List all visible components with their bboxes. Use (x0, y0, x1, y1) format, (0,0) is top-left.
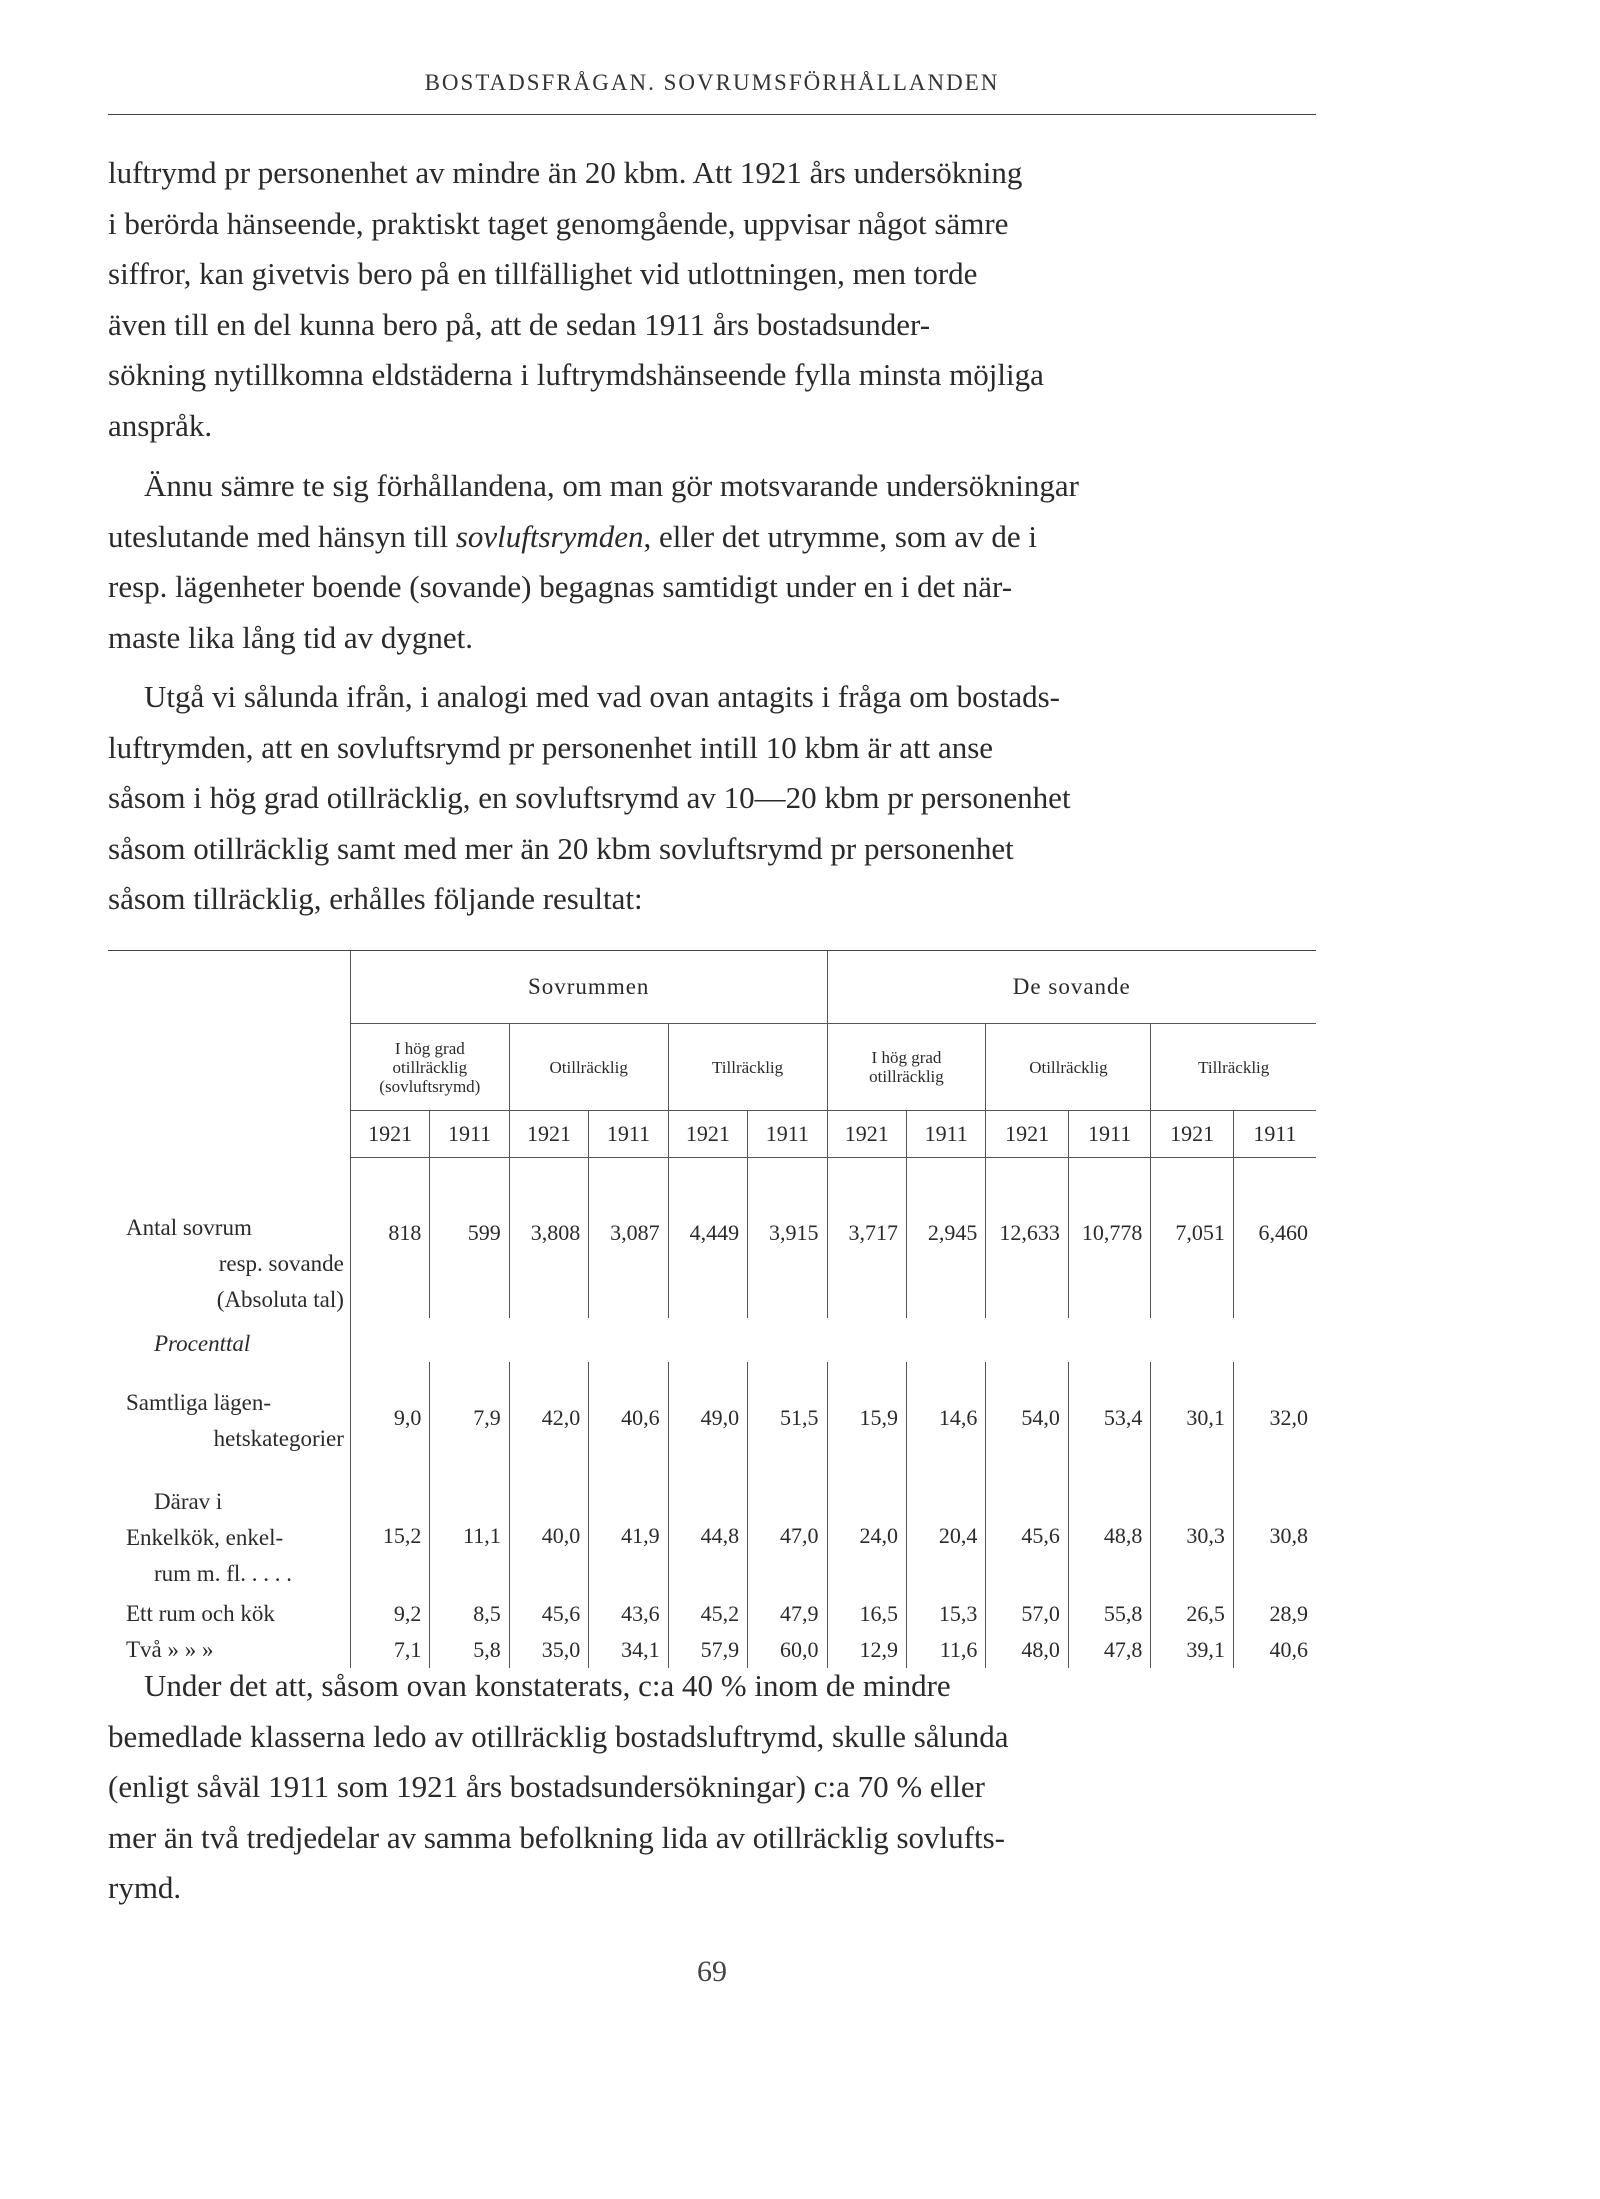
table-cell: 40,6 (589, 1362, 668, 1480)
text-line: sökning nytillkomna eldstäderna i luftrymdshänseende fylla minsta möjliga (108, 357, 1044, 392)
subheader-line: Otillräcklig (1029, 1057, 1108, 1077)
table-cell: 1911 (589, 1111, 668, 1158)
table-cell: 3,087 (589, 1158, 668, 1319)
stub-header (108, 1111, 350, 1158)
table-cell: 16,5 (827, 1596, 906, 1632)
table-cell: 7,9 (430, 1362, 509, 1480)
row-label-absolute (108, 1158, 350, 1319)
table-cell: 54,0 (986, 1362, 1068, 1480)
table-cell: 53,4 (1068, 1362, 1150, 1480)
table-cell: 1921 (986, 1111, 1068, 1158)
table-cell: 11,1 (430, 1480, 509, 1596)
subheader-cell (509, 1024, 668, 1111)
table-cell: 47,8 (1068, 1632, 1150, 1668)
table-cell: 40,6 (1233, 1632, 1316, 1668)
table-cell: 4,449 (668, 1158, 747, 1319)
table-cell: 32,0 (1233, 1362, 1316, 1480)
table-cell: 1921 (827, 1111, 906, 1158)
stub-line: hetskategorier (213, 1426, 344, 1451)
text-line: i berörda hänseende, praktiskt taget genomgående, uppvisar något sämre (108, 205, 1009, 241)
table-cell: 599 (430, 1158, 509, 1319)
table-cell: 9,2 (350, 1596, 429, 1632)
table-cell: 57,9 (668, 1632, 747, 1668)
table-cell: 20,4 (906, 1480, 985, 1596)
text-line: även till en del kunna bero på, att de sedan 1911 års bostadsunder- (108, 306, 931, 342)
table-cell: 15,9 (827, 1362, 906, 1480)
text-line: siffror, kan givetvis bero på en tillfällighet vid utlottningen, men torde (108, 256, 978, 291)
table-cell: 45,6 (986, 1480, 1068, 1596)
table-cell: 8,5 (430, 1596, 509, 1632)
subheader-line: I hög grad (394, 1038, 465, 1058)
table-cell: 818 (350, 1158, 429, 1319)
subheader-cell (350, 1024, 509, 1111)
table-cell: 15,3 (906, 1596, 985, 1632)
statistics-table-wrap (108, 950, 1316, 1668)
table-cell: 45,2 (668, 1596, 747, 1632)
table-cell: 1911 (430, 1111, 509, 1158)
table-cell: 2,945 (906, 1158, 985, 1319)
text-line: anspråk. (108, 407, 213, 443)
table-cell: 45,6 (509, 1596, 588, 1632)
table-cell: 26,5 (1151, 1596, 1233, 1632)
stub-line: (Absoluta tal) (216, 1287, 344, 1312)
row-label-enkelkok (108, 1480, 350, 1596)
text-line: mer än två tredjedelar av samma befolkning lida av otillräcklig sovlufts- (108, 1819, 1005, 1855)
table-cell: 11,6 (906, 1632, 985, 1668)
table-row-enkelkok (108, 1480, 1316, 1596)
subheader-row (108, 1024, 1316, 1111)
row-label-procenttal: Procenttal (154, 1331, 251, 1356)
table-cell: 1911 (1233, 1111, 1316, 1158)
table-cell: 30,8 (1233, 1480, 1316, 1596)
statistics-table (108, 951, 1316, 1668)
year-row (108, 1111, 1316, 1158)
paragraph-3 (108, 672, 1316, 925)
text-line: resp. lägenheter boende (sovande) begagnas samtidigt under en i det när- (108, 569, 1013, 604)
table-cell: 60,0 (748, 1632, 827, 1668)
table-cell: 48,8 (1068, 1480, 1150, 1596)
table-cell: 44,8 (668, 1480, 747, 1596)
stub-line: Enkelkök, enkel- (126, 1525, 284, 1550)
table-cell: 48,0 (986, 1632, 1068, 1668)
subheader-line: otillräcklig (869, 1067, 944, 1086)
paragraph-1 (108, 148, 1316, 451)
table-cell: 1911 (906, 1111, 985, 1158)
text-line: luftrymden, att en sovluftsrymd pr personenhet intill 10 kbm är att anse (108, 729, 994, 765)
table-cell: 51,5 (748, 1362, 827, 1480)
paragraph-2 (108, 461, 1316, 663)
running-head: BOSTADSFRÅGAN. SOVRUMSFÖRHÅLLANDEN (424, 70, 1000, 95)
header-rule (108, 114, 1316, 115)
stub-header (108, 1024, 350, 1111)
table-cell: 40,0 (509, 1480, 588, 1596)
table-row-samtliga (108, 1362, 1316, 1480)
table-cell: 3,808 (509, 1158, 588, 1319)
subheader-cell (986, 1024, 1151, 1111)
group-header-de-sovande: De sovande (827, 951, 1316, 1024)
table-cell: 30,3 (1151, 1480, 1233, 1596)
table-cell: 3,717 (827, 1158, 906, 1319)
italic-term: sovluftsrymden (455, 518, 644, 554)
table-cell: 1921 (668, 1111, 747, 1158)
page-number: 69 (697, 1955, 727, 1988)
text-line: Utgå vi sålunda ifrån, i analogi med vad ovan antagits i fråga om bostads- (144, 679, 1060, 714)
table-cell: 12,633 (986, 1158, 1068, 1319)
table-cell: 1921 (350, 1111, 429, 1158)
row-label-tva-rum: Två » » » (126, 1637, 214, 1662)
text-line: bemedlade klasserna ledo av otillräcklig bostadsluftrymd, skulle sålunda (108, 1718, 1009, 1754)
table-cell: 12,9 (827, 1632, 906, 1668)
stub-header (108, 951, 350, 1024)
group-header-row (108, 951, 1316, 1024)
empty-cell (350, 1318, 1316, 1362)
stub-line: Därav i (154, 1489, 223, 1514)
table-cell: 30,1 (1151, 1362, 1233, 1480)
table-cell: 1921 (1151, 1111, 1233, 1158)
table-cell: 24,0 (827, 1480, 906, 1596)
table-cell: 34,1 (589, 1632, 668, 1668)
subheader-line: I hög grad (871, 1048, 942, 1067)
table-cell: 42,0 (509, 1362, 588, 1480)
table-cell: 57,0 (986, 1596, 1068, 1632)
stub-line: Samtliga lägen- (126, 1390, 271, 1415)
subheader-line: Tillräcklig (712, 1057, 784, 1077)
subheader-cell (1151, 1024, 1316, 1111)
table-cell: 1921 (509, 1111, 588, 1158)
table-cell: 28,9 (1233, 1596, 1316, 1632)
subheader-cell (668, 1024, 827, 1111)
text-line: luftrymd pr personenhet av mindre än 20 kbm. Att 1921 års undersökning (108, 155, 1023, 190)
table-cell: 43,6 (589, 1596, 668, 1632)
table-cell: 1911 (1068, 1111, 1150, 1158)
table-cell: 47,9 (748, 1596, 827, 1632)
subheader-line: (sovluftsrymd) (379, 1076, 481, 1096)
table-cell: 5,8 (430, 1632, 509, 1668)
text-line: såsom tillräcklig, erhålles följande resultat: (108, 881, 643, 916)
subheader-line: Tillräcklig (1198, 1057, 1270, 1077)
subheader-cell (827, 1024, 986, 1111)
table-cell: 35,0 (509, 1632, 588, 1668)
subheader-line: otillräcklig (392, 1057, 468, 1077)
text-line: (enligt såväl 1911 som 1921 års bostadsundersökningar) c:a 70 % eller (108, 1769, 985, 1804)
stub-line: rum m. fl. . . . . (154, 1561, 292, 1586)
table-cell: 9,0 (350, 1362, 429, 1480)
subheader-line: Otillräcklig (549, 1057, 628, 1077)
table-cell: 6,460 (1233, 1158, 1316, 1319)
table-cell: 10,778 (1068, 1158, 1150, 1319)
row-label-samtliga (108, 1362, 350, 1480)
table-cell: 7,1 (350, 1632, 429, 1668)
stub-line: Antal sovrum (126, 1215, 252, 1240)
text-line: maste lika lång tid av dygnet. (108, 619, 474, 655)
table-row-ett-rum (108, 1596, 1316, 1632)
paragraph-4 (108, 1661, 1316, 1914)
table-cell: 3,915 (748, 1158, 827, 1319)
text-line: såsom otillräcklig samt med mer än 20 kbm sovluftsrymd pr personenhet (108, 830, 1014, 866)
text-line: rymd. (108, 1870, 182, 1905)
table-cell: 41,9 (589, 1480, 668, 1596)
table-cell: 55,8 (1068, 1596, 1150, 1632)
table-row-absolute (108, 1158, 1316, 1319)
table-cell: 7,051 (1151, 1158, 1233, 1319)
table-cell: 1911 (748, 1111, 827, 1158)
text-line: uteslutande med hänsyn till sovluftsrymden, eller det utrymme, som av de i (108, 518, 1037, 554)
table-cell: 15,2 (350, 1480, 429, 1596)
stub-line: resp. sovande (218, 1251, 344, 1276)
row-label-ett-rum: Ett rum och kök (126, 1601, 275, 1626)
table-cell: 14,6 (906, 1362, 985, 1480)
table-cell: 39,1 (1151, 1632, 1233, 1668)
text-line: Ännu sämre te sig förhållandena, om man gör motsvarande undersökningar (144, 468, 1079, 503)
table-cell: 47,0 (748, 1480, 827, 1596)
group-header-sovrummen: Sovrummen (350, 951, 827, 1024)
table-row-pct-heading (108, 1318, 1316, 1362)
table-cell: 49,0 (668, 1362, 747, 1480)
text-line: såsom i hög grad otillräcklig, en sovluftsrymd av 10—20 kbm pr personenhet (108, 780, 1071, 815)
text-line: Under det att, såsom ovan konstaterats, c:a 40 % inom de mindre (144, 1668, 951, 1703)
